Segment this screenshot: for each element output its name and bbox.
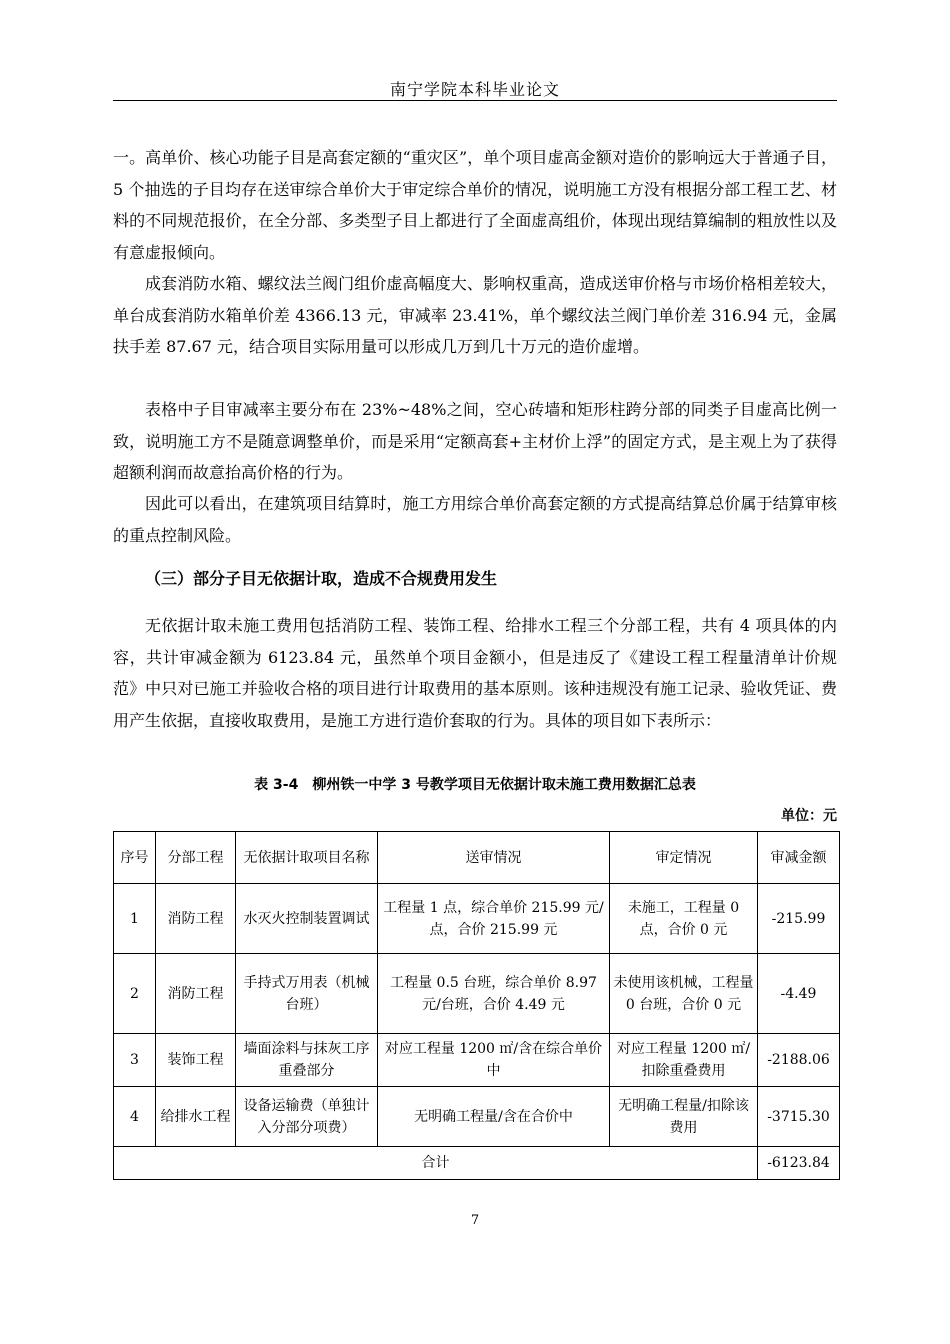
table-cell: -2188.06 — [758, 1034, 840, 1087]
header-cell: 送审情况 — [378, 832, 610, 884]
table-cell: 墙面涂料与抹灰工序重叠部分 — [236, 1034, 378, 1087]
table-cell: -4.49 — [758, 954, 840, 1034]
table-cell: 消防工程 — [156, 954, 236, 1034]
table-cell: 4 — [114, 1087, 156, 1147]
table-cell: 未使用该机械，工程量 0 台班，合价 0 元 — [610, 954, 758, 1034]
table-cell: 对应工程量 1200 ㎡/含在综合单价中 — [378, 1034, 610, 1087]
table-caption: 表 3-4 柳州铁一中学 3 号教学项目无依据计取未施工费用数据汇总表 — [254, 777, 696, 793]
table-total-row — [114, 1147, 840, 1180]
body-paragraph-2: 成套消防水箱、螺纹法兰阀门组价虚高幅度大、影响权重高，造成送审价格与市场价格相差较大，单台成套消防水箱单价差 4366.13 元，审减率 23.41%，单个螺纹法兰阀门单价差 316.94 元，金属扶手差 87.67 元，结合项目实际用量可以形成几万到几十万元的造价虚增。 — [113, 274, 837, 356]
table-cell: 2 — [114, 954, 156, 1034]
table-cell: 水灭火控制装置调试 — [236, 884, 378, 954]
table-cell: 未施工，工程量 0 点，合价 0 元 — [610, 884, 758, 954]
table-cell: 设备运输费（单独计入分部分项费） — [236, 1087, 378, 1147]
table-cell: 工程量 0.5 台班，综合单价 8.97 元/台班，合价 4.49 元 — [378, 954, 610, 1034]
table-cell: 1 — [114, 884, 156, 954]
header-rule — [113, 100, 837, 101]
total-value-cell: -6123.84 — [758, 1147, 840, 1180]
table-header-row — [114, 832, 840, 884]
body-paragraph-3: 表格中子目审减率主要分布在 23%~48%之间，空心砖墙和矩形柱跨分部的同类子目虚高比例一致，说明施工方不是随意调整单价，而是采用“定额高套+主材价上浮”的固定方式，是主观上为了获得超额利润而故意抬高价格的行为。 — [113, 400, 837, 482]
table-row — [114, 1087, 840, 1147]
summary-table — [113, 831, 840, 1180]
table-cell: 对应工程量 1200 ㎡/扣除重叠费用 — [610, 1034, 758, 1087]
table-unit: 单位：元 — [781, 808, 837, 824]
section-paragraph: 无依据计取未施工费用包括消防工程、装饰工程、给排水工程三个分部工程，共有 4 项具体的内容，共计审减金额为 6123.84 元，虽然单个项目金额小，但是违反了《建设工程工程量清单计价规范》中只对已施工并验收合格的项目进行计取费用的基本原则。该种违规没有施工记录、验收凭证、费用产生依据，直接收取费用，是施工方进行造价套取的行为。具体的项目如下表所示： — [113, 616, 837, 730]
table-row — [114, 954, 840, 1034]
section-heading: （三）部分子目无依据计取，造成不合规费用发生 — [145, 569, 498, 588]
table-cell: 装饰工程 — [156, 1034, 236, 1087]
table-cell: 3 — [114, 1034, 156, 1087]
header-cell: 分部工程 — [156, 832, 236, 884]
running-header: 南宁学院本科毕业论文 — [389, 80, 560, 99]
total-label-cell: 合计 — [114, 1147, 758, 1180]
table-cell: 无明确工程量/含在合价中 — [378, 1087, 610, 1147]
table-cell: 工程量 1 点，综合单价 215.99 元/点，合价 215.99 元 — [378, 884, 610, 954]
table-cell: -3715.30 — [758, 1087, 840, 1147]
header-cell: 序号 — [114, 832, 156, 884]
body-paragraph-1: 一。高单价、核心功能子目是高套定额的“重灾区”，单个项目虚高金额对造价的影响远大于普通子目，5 个抽选的子目均存在送审综合单价大于审定综合单价的情况，说明施工方没有根据分部工程工艺、材料的不同规范报价，在全分部、多类型子目上都进行了全面虚高组价，体现出现结算编制的粗放性以及有意虚报倾向。 — [113, 148, 837, 262]
page-number: 7 — [470, 1213, 480, 1228]
header-cell: 审减金额 — [758, 832, 840, 884]
table-cell: 消防工程 — [156, 884, 236, 954]
table-cell: 给排水工程 — [156, 1087, 236, 1147]
table-cell: 手持式万用表（机械台班） — [236, 954, 378, 1034]
table-row — [114, 1034, 840, 1087]
table-row — [114, 884, 840, 954]
table-cell: 无明确工程量/扣除该费用 — [610, 1087, 758, 1147]
table-cell: -215.99 — [758, 884, 840, 954]
header-cell: 无依据计取项目名称 — [236, 832, 378, 884]
header-cell: 审定情况 — [610, 832, 758, 884]
body-paragraph-4: 因此可以看出，在建筑项目结算时，施工方用综合单价高套定额的方式提高结算总价属于结算审核的重点控制风险。 — [113, 494, 837, 545]
